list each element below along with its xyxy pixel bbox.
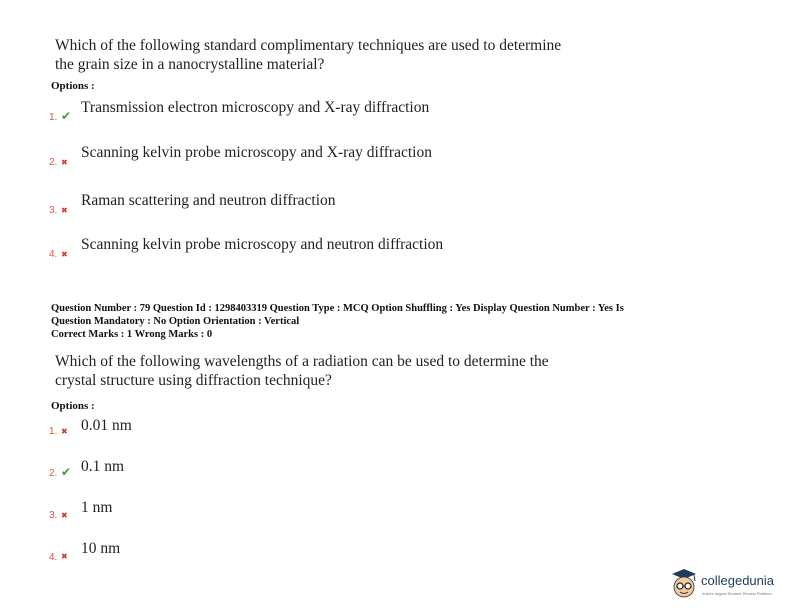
collegedunia-logo: [668, 567, 786, 605]
option-text: 10 nm: [81, 540, 121, 557]
question-1-line-1: Which of the following standard complimentary techniques are used to determine: [55, 37, 562, 54]
question-2-text: [55, 352, 695, 390]
options-label: Options :: [51, 400, 95, 412]
metadata-line-1: Question Number : 79 Question Id : 1298403319 Question Type : MCQ Option Shuffling : Yes Display Question Number : Yes Is: [51, 303, 624, 314]
option-text: 0.1 nm: [81, 458, 125, 475]
q2-option-1[interactable]: [49, 417, 649, 444]
option-text: Transmission electron microscopy and X-ray diffraction: [81, 99, 430, 116]
option-text: 1 nm: [81, 499, 113, 516]
check-icon: ✔: [61, 109, 72, 123]
cross-icon: ✖: [61, 552, 68, 561]
cross-icon: ✖: [61, 250, 68, 259]
question-2-line-1: Which of the following wavelengths of a radiation can be used to determine the: [55, 353, 549, 370]
option-number: 1.: [49, 426, 58, 437]
option-number: 2.: [49, 157, 58, 168]
metadata-line-3: Correct Marks : 1 Wrong Marks : 0: [51, 329, 213, 340]
option-number: 4.: [49, 249, 58, 260]
option-text: Scanning kelvin probe microscopy and neutron diffraction: [81, 236, 444, 253]
q1-option-2[interactable]: [49, 146, 649, 170]
option-text: Raman scattering and neutron diffraction: [81, 192, 336, 209]
option-number: 3.: [49, 510, 58, 521]
question-1-line-2: the grain size in a nanocrystalline material?: [55, 56, 325, 73]
option-number: 4.: [49, 552, 58, 563]
option-text: 0.01 nm: [81, 417, 132, 434]
question-metadata: [51, 302, 751, 341]
q2-option-2[interactable]: [49, 460, 649, 484]
cross-icon: ✖: [61, 427, 68, 436]
q1-option-3[interactable]: [49, 194, 649, 218]
cross-icon: ✖: [61, 511, 68, 520]
logo-name: collegedunia: [701, 573, 775, 588]
option-number: 1.: [49, 112, 58, 123]
question-1-text: [55, 36, 695, 74]
options-label: Options :: [51, 80, 95, 92]
q2-option-4[interactable]: [49, 542, 649, 566]
q1-option-4[interactable]: [49, 238, 649, 262]
logo-tagline: India's largest Student Review Platform: [702, 591, 772, 596]
q1-option-1[interactable]: [49, 101, 649, 125]
option-number: 2.: [49, 468, 58, 479]
mascot-icon: [668, 567, 700, 603]
metadata-line-2: Question Mandatory : No Option Orientation : Vertical: [51, 316, 300, 327]
option-text: Scanning kelvin probe microscopy and X-ray diffraction: [81, 144, 432, 161]
check-icon: ✔: [61, 465, 72, 479]
option-number: 3.: [49, 205, 58, 216]
cross-icon: ✖: [61, 158, 68, 167]
cross-icon: ✖: [61, 206, 68, 215]
question-2-line-2: crystal structure using diffraction technique?: [55, 372, 332, 389]
q2-option-3[interactable]: [49, 501, 649, 525]
